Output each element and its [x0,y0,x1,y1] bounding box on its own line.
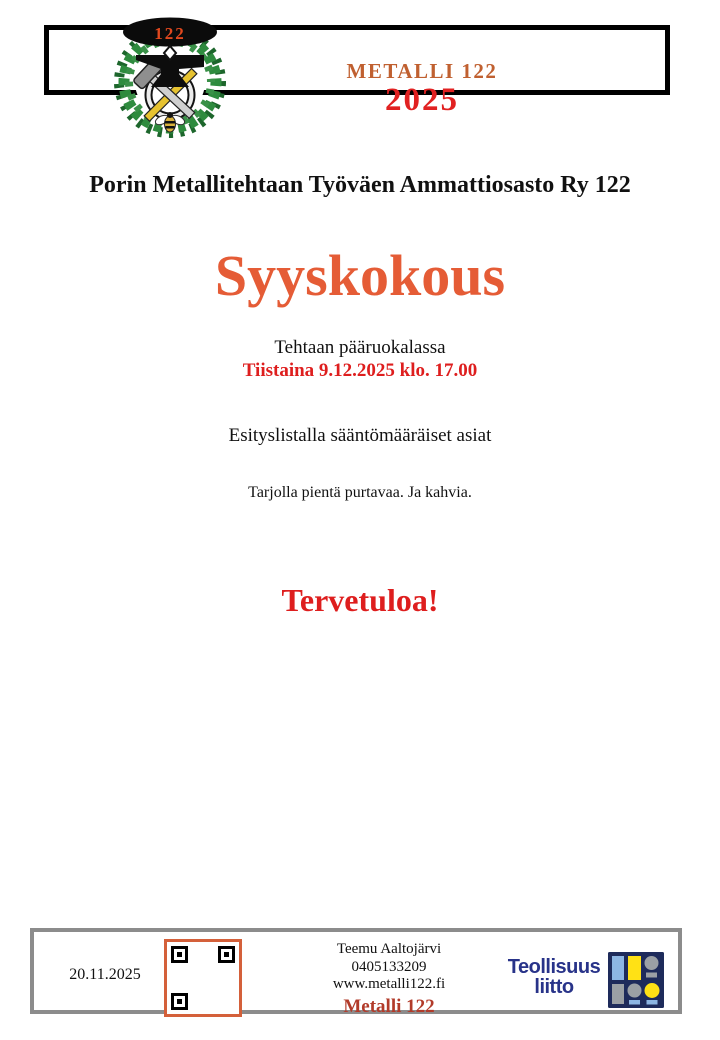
refreshments-line: Tarjolla pientä purtavaa. Ja kahvia. [248,484,472,501]
page-title: Porin Metallitehtaan Työväen Ammattiosasto Ry 122 [89,172,631,198]
agenda-line: Esityslistalla sääntömääräiset asiat [228,425,492,446]
metalli-122-emblem-icon [99,8,241,138]
emblem-svg [99,8,241,138]
qr-pattern [171,946,235,1010]
emblem-badge-number: 122 [154,24,186,43]
qr-finder-icon [218,946,235,963]
contact-block [274,941,504,1017]
banner [123,18,217,47]
union-logo-line1: Teollisuus [507,956,601,978]
qr-finder-icon [171,993,188,1010]
welcome-line: Tervetuloa! [281,582,439,618]
header-year: 2025 [385,82,459,118]
qr-code [164,939,242,1017]
footer-date: 20.11.2025 [69,966,141,983]
datetime-line: Tiistaina 9.12.2025 klo. 17.00 [242,360,478,381]
venue-line: Tehtaan pääruokalassa [274,337,446,358]
contact-phone: 0405133209 [351,958,427,975]
union-logo-line2: liitto [534,976,574,998]
header-text-block [297,60,547,118]
union-icon-svg [608,952,664,1008]
contact-website: www.metalli122.fi [332,976,446,992]
qr-finder-icon [171,946,188,963]
contact-org: Metalli 122 [343,995,435,1017]
union-logo-text [487,957,621,997]
contact-name: Teemu Aaltojärvi [336,941,442,957]
header-org-name: METALLI 122 [346,59,498,83]
footer-box [30,928,682,1017]
teollisuusliitto-mark-icon [608,952,664,1008]
meeting-heading: Syyskokous [214,243,506,308]
